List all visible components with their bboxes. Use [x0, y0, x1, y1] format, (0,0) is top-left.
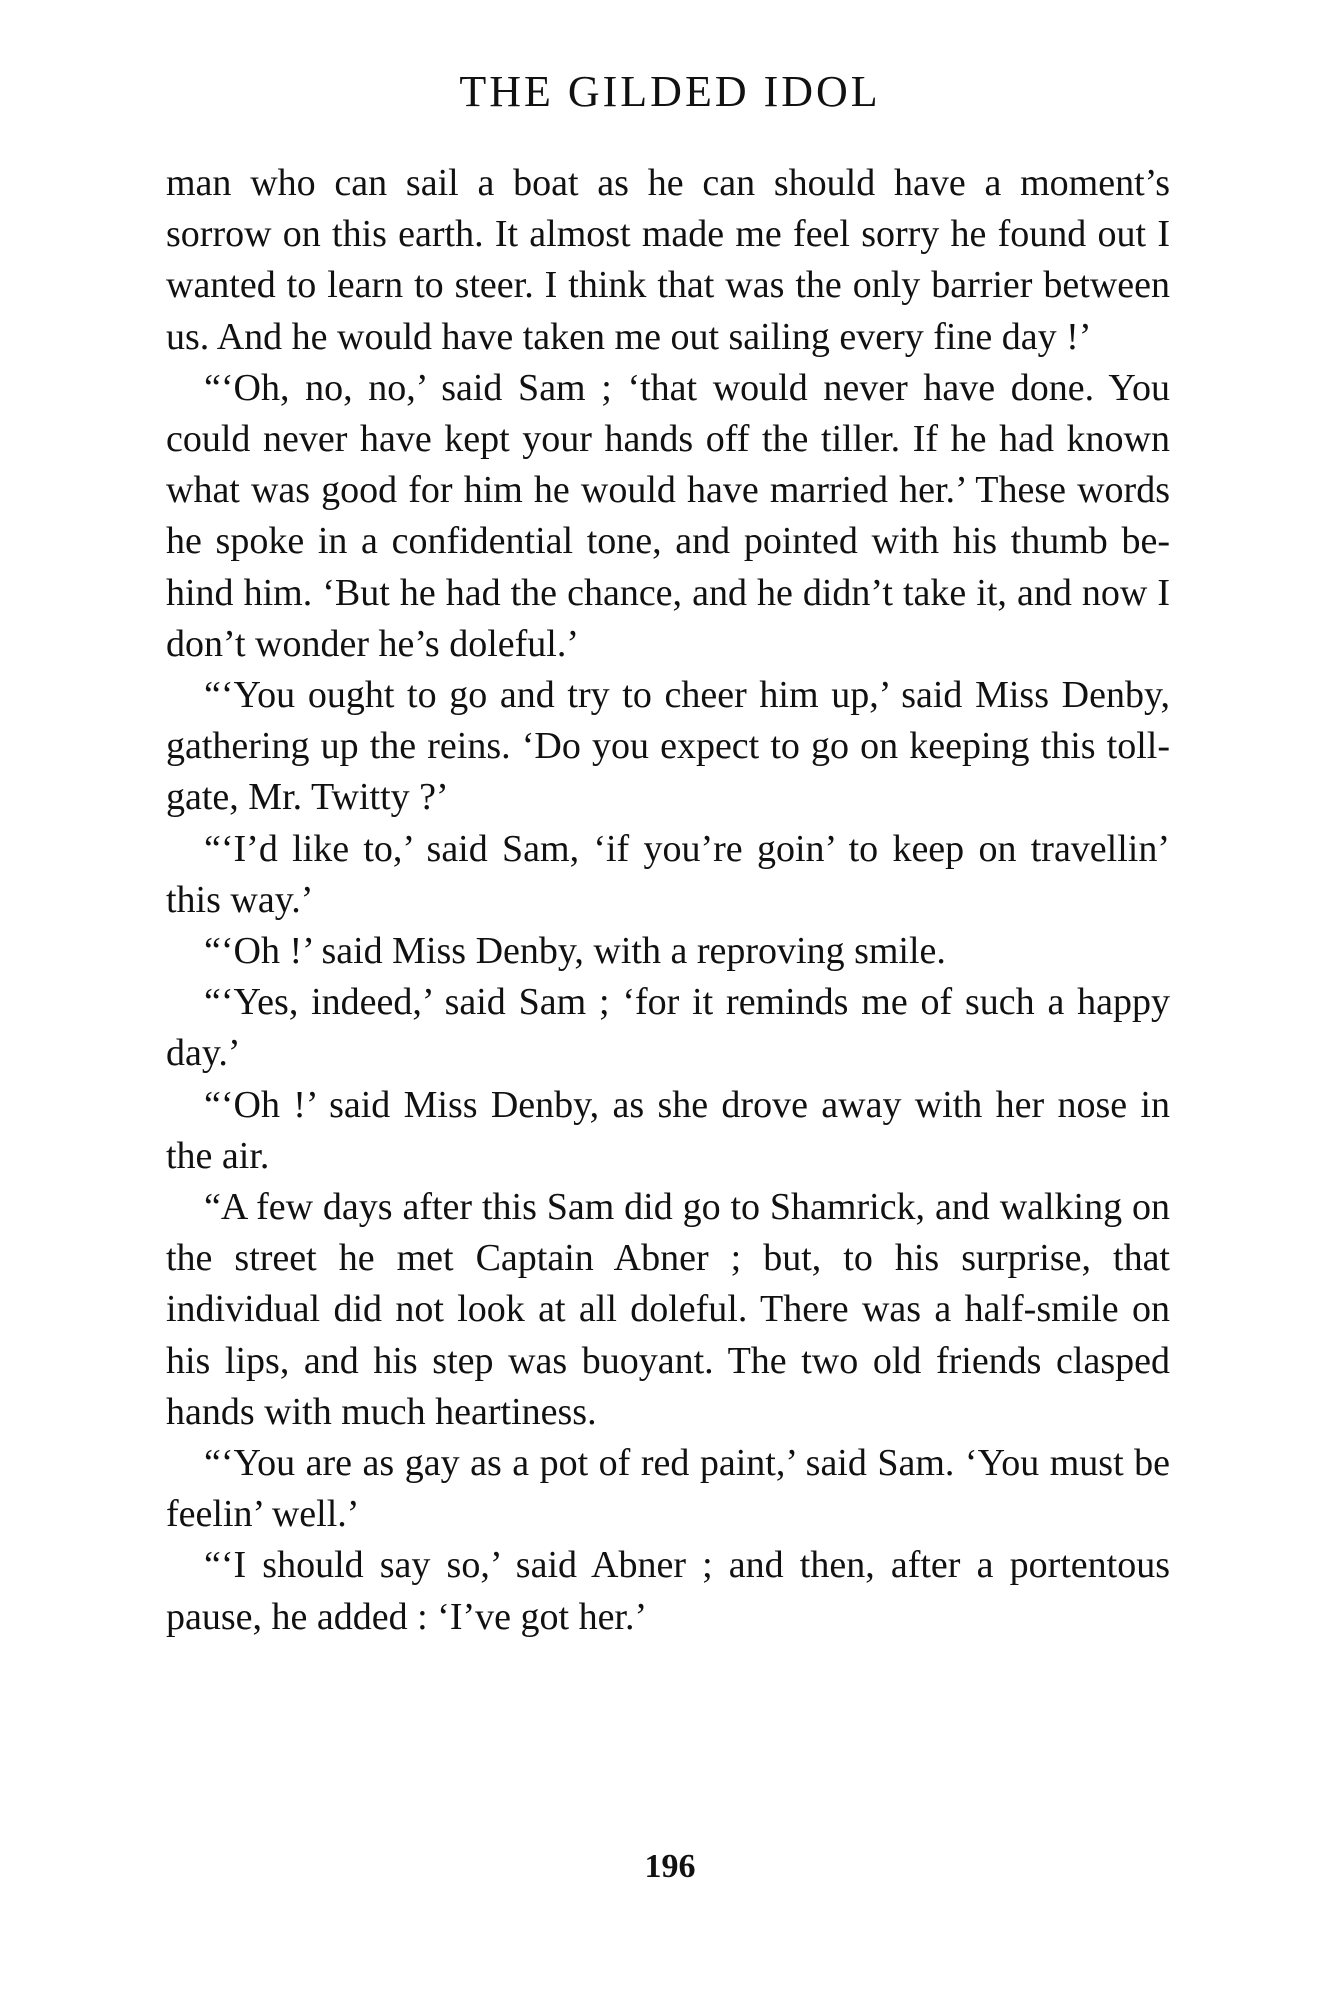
paragraph: “‘I’d like to,’ said Sam, ‘if you’re goin’ to keep on travellin’ this way.’ [166, 827, 1170, 921]
paragraph: “‘You are as gay as a pot of red paint,’ said Sam. ‘You must be feelin’ well.’ [166, 1442, 1170, 1536]
paragraph: “‘I should say so,’ said Abner ; and then, after a portentous pause, he added : ‘I’ve got her.’ [166, 1544, 1170, 1638]
paragraph: “‘Yes, indeed,’ said Sam ; ‘for it reminds me of such a happy day.’ [166, 981, 1170, 1075]
body-text [166, 158, 1170, 1643]
paragraph: “‘You ought to go and try to cheer him up,’ said Miss Denby, gathering up the reins. ‘Do you expect to go on keeping this toll-gate, Mr. Twitty ?’ [166, 674, 1170, 819]
paragraph-continued: man who can sail a boat as he can should have a moment’s sorrow on this earth. It almost made me feel sorry he found out I wanted to learn to steer. I think that was the only barrier between us. And he would have taken me out sailing every fine day !’ [166, 162, 1170, 358]
paragraph: “‘Oh, no, no,’ said Sam ; ‘that would never have done. You could never have kept your hands off the tiller. If he had known what was good for him he would have married her.’ These words he spoke in a confidential tone, and pointed with his thumb be-hind him. ‘But he had the chance, and he didn’t take it, and now I don’t wonder he’s doleful.’ [166, 366, 1170, 665]
paragraph: “‘Oh !’ said Miss Denby, with a reproving smile. [204, 930, 946, 973]
page-number: 196 [644, 1848, 696, 1885]
running-title: THE GILDED IDOL [459, 67, 881, 116]
paragraph: “A few days after this Sam did go to Shamrick, and walking on the street he met Captain Abner ; but, to his surprise, that individual did not look at all doleful. There was a half-smile on his lips, and his step was buoyant. The two old friends clasped hands with much heartiness. [166, 1186, 1170, 1433]
paragraph: “‘Oh !’ said Miss Denby, as she drove away with her nose in the air. [166, 1083, 1170, 1177]
